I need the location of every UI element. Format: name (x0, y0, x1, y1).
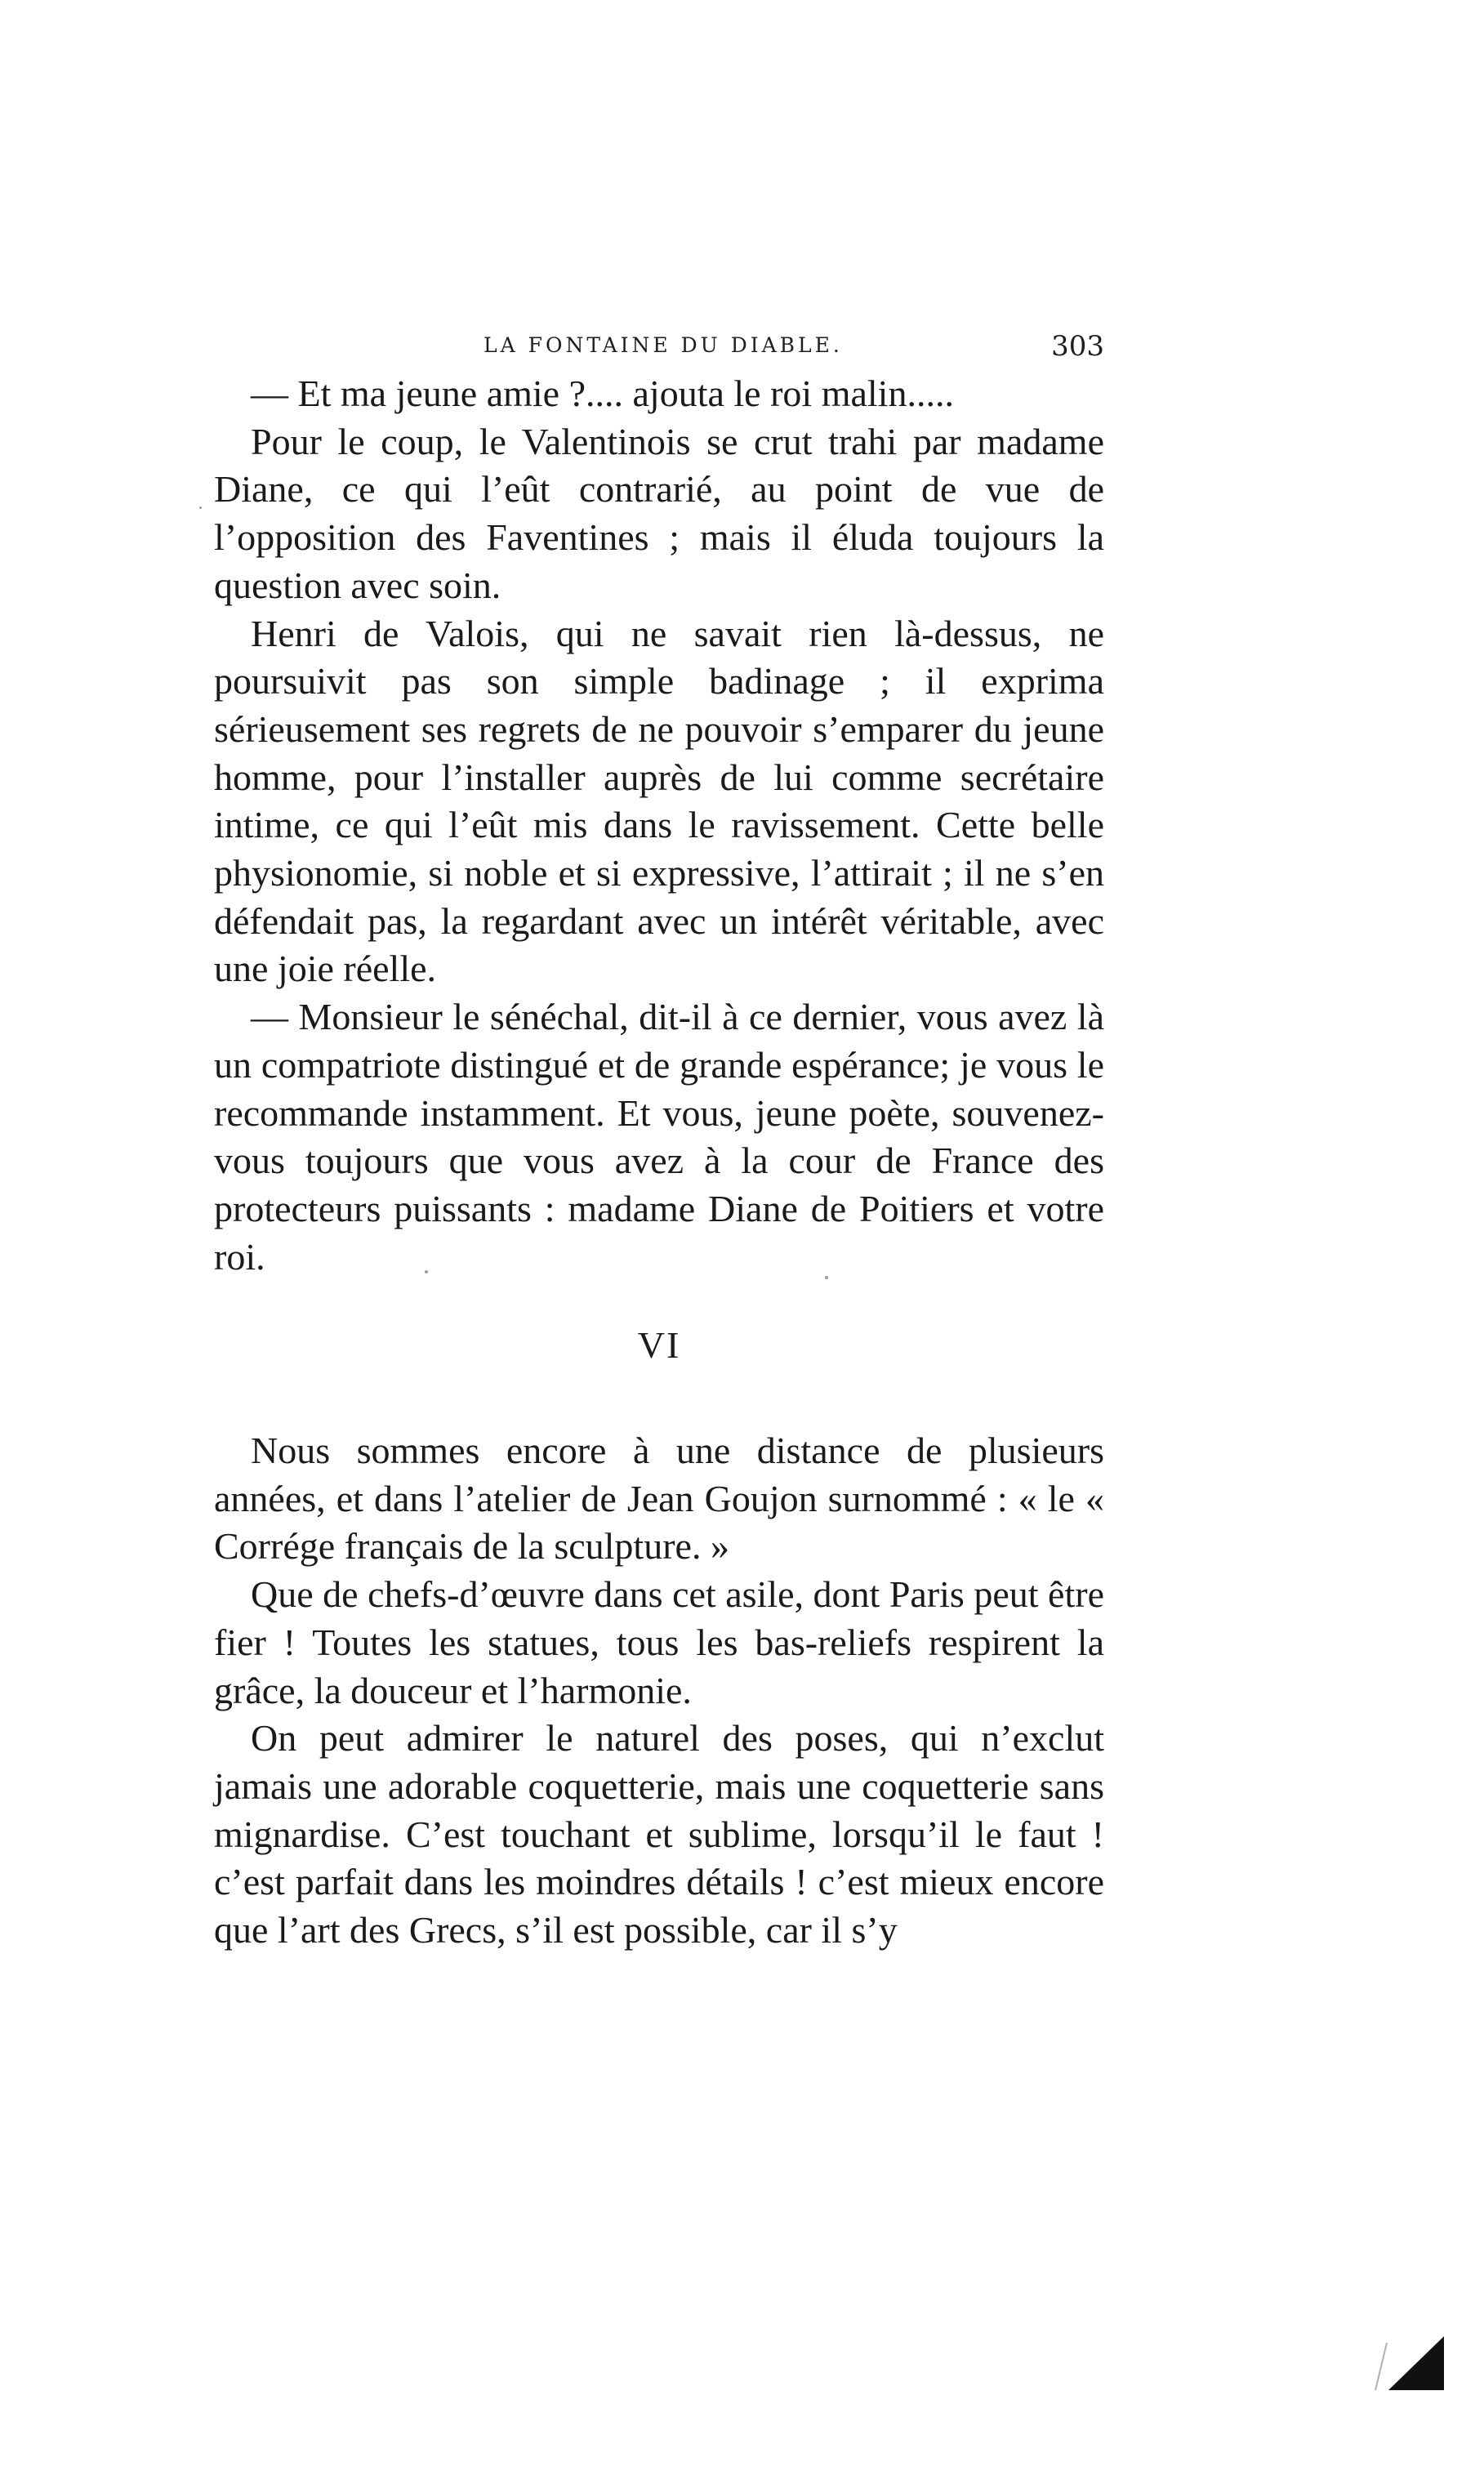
text-section-one (214, 370, 1104, 1281)
paragraph: Nous sommes encore à une distance de plusieurs années, et dans l’atelier de Jean Goujon surnommé : « le « Corrége français de la sculpture. » (214, 1430, 1104, 1568)
paragraph: — Monsieur le sénéchal, dit-il à ce dernier, vous avez là un compatriote distingué et de grande espérance; je vous le recommande instamment. Et vous, jeune poète, souvenez-vous toujours que vous avez à la cour de France des protecteurs puissants : madame Diane de Poitiers et votre roi. (214, 996, 1104, 1278)
paragraph: Que de chefs-d’œuvre dans cet asile, dont Paris peut être fier ! Toutes les statues, tous les bas-reliefs respirent la grâce, la douceur et l’harmonie. (214, 1573, 1104, 1711)
paragraph: Henri de Valois, qui ne savait rien là-dessus, ne poursuivit pas son simple badinage ; il exprima sérieusement ses regrets de ne pouvoir s’emparer du jeune homme, pour l’installer auprès de lui comme secrétaire intime, ce qui l’eût mis dans le ravissement. Cette belle physionomie, si noble et si expressive, l’attirait ; il ne s’en défendait pas, la regardant avec un intérêt véritable, avec une joie réelle. (214, 612, 1104, 990)
running-head: LA FONTAINE DU DIABLE. (484, 333, 843, 357)
page-number: 303 (1051, 330, 1104, 363)
scan-corner-triangle-icon (1372, 2335, 1446, 2392)
chapter-heading: VI (637, 1324, 681, 1366)
paragraph: — Et ma jeune amie ?.... ajouta le roi malin..... (251, 372, 954, 414)
paper-speck (199, 506, 202, 509)
paragraph: Pour le coup, le Valentinois se crut trahi par madame Diane, ce qui l’eût contrarié, au point de vue de l’opposition des Faventines ; mais il éluda toujours la question avec soin. (214, 420, 1104, 606)
text-section-two (214, 1427, 1104, 1955)
paper-speck (825, 1276, 828, 1279)
paragraph: On peut admirer le naturel des poses, qui n’exclut jamais une adorable coquetterie, mais une coquetterie sans mignardise. C’est touchant et sublime, lorsqu’il le faut ! c’est parfait dans les moindres détails ! c’est mieux encore que l’art des Grecs, s’il est possible, car il s’y (214, 1717, 1104, 1952)
paper-speck (425, 1270, 428, 1273)
page-header (214, 330, 1104, 369)
